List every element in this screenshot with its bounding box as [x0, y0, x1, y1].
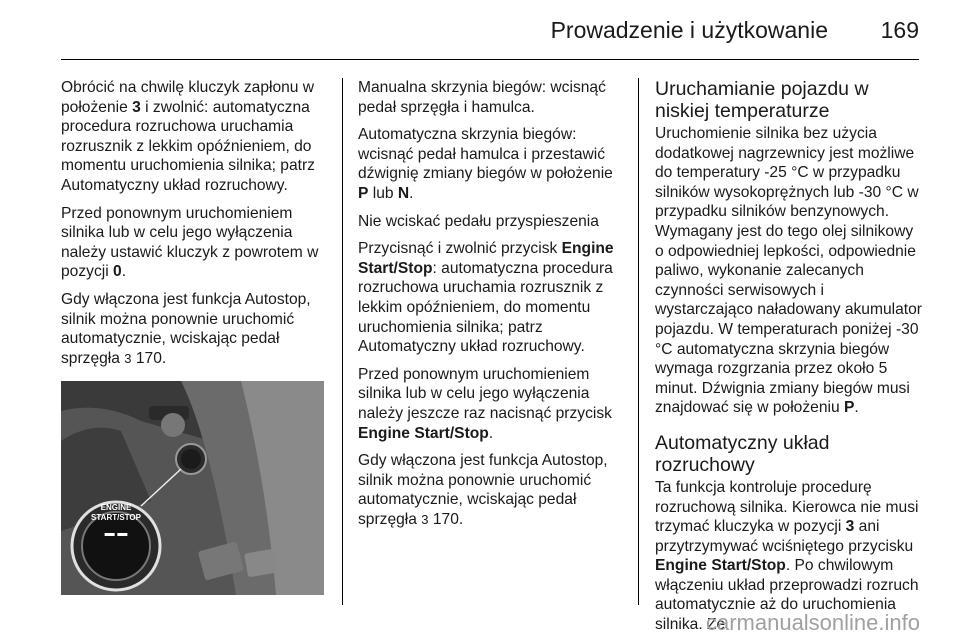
paragraph: Przed ponownym uruchomieniem silnika lub w celu jego wyłączenia należy jeszcze raz nacisnąć przycisk Engine Start/Stop.: [358, 365, 612, 442]
dashboard-illustration: [61, 381, 324, 595]
page-ref-icon: 3: [124, 350, 132, 366]
button-label-line1: ENGINE: [100, 503, 132, 512]
paragraph: Gdy włączona jest funkcja Autostop, silnik można ponownie uruchomić automatycznie, wciskając pedał sprzęgła 3 170.: [358, 452, 608, 528]
section-heading: Uruchamianie pojazdu w niskiej temperaturze: [655, 78, 869, 122]
header-rule: [61, 59, 919, 60]
paragraph: Przed ponownym uruchomieniem silnika lub w celu jego wyłączenia należy ustawić kluczyk z powrotem w pozycji 0.: [61, 204, 319, 281]
watermark: carmanualsonline.info: [705, 610, 920, 635]
paragraph: Obrócić na chwilę kluczyk zapłonu w położenie 3 i zwolnić: automatyczna procedura rozruchowa uruchamia rozrusznik z lekkim opóźnieniem, do momentu uruchomienia silnika; patrz Automatyczny układ rozruchowy.: [61, 79, 315, 194]
paragraph: Uruchomienie silnika bez użycia dodatkowej nagrzewnicy jest możliwe do temperatury -25 °C w przypadku silników wysokoprężnych lub -30 °C w przypadku silników benzynowych. Wymagany jest do tego olej silnikowy o odpowiedniej lepkości, odpowiednie paliwo, wykonanie zalecanych czynności serwisowych i wystarczająco naładowany akumulator pojazdu. W temperaturach poniżej -30 °C automatyczna skrzynia biegów wymaga rozgrzania przez około 5 minut. Dźwignia zmiany biegów musi znajdować się w położeniu P.: [655, 125, 922, 417]
header-title: Prowadzenie i użytkowanie: [550, 17, 828, 43]
indicator-lights: ▬ ▬: [104, 528, 128, 539]
column-middle: [358, 78, 622, 537]
column-left: [61, 78, 329, 428]
paragraph: Ta funkcja kontroluje procedurę rozruchową silnika. Kierowca nie musi trzymać kluczyka w pozycji 3 ani przytrzymywać wciśniętego przycisku Engine Start/Stop. Po chwilowym włączeniu układ przeprowadzi rozruch automatycznie aż do uruchomienia silnika. Ze: [655, 478, 919, 634]
paragraph: Przycisnąć i zwolnić przycisk Engine Start/Stop: automatyczna procedura rozruchowa uruchamia rozrusznik z lekkim opóźnieniem, do momentu uruchomienia silnika; patrz Automatyczny układ rozruchowy.: [358, 240, 614, 356]
paragraph: Manualna skrzynia biegów: wcisnąć pedał sprzęgła i hamulca.: [358, 79, 606, 116]
page-ref-icon: 3: [421, 511, 429, 527]
column-divider: [638, 78, 639, 605]
column-divider: [342, 78, 343, 605]
page-number: 169: [880, 17, 919, 43]
column-right: [655, 78, 923, 643]
engine-start-button-photo: [61, 381, 324, 595]
paragraph: Automatyczna skrzynia biegów: wcisnąć pedał hamulca i przestawić dźwignię zmiany biegów w położenie P lub N.: [358, 126, 613, 202]
button-label-line2: START/STOP: [91, 513, 141, 522]
section-heading: Automatyczny układ rozruchowy: [655, 431, 830, 476]
paragraph: Gdy włączona jest funkcja Autostop, silnik można ponownie uruchomić automatycznie, wciskając pedał sprzęgła 3 170.: [61, 290, 311, 367]
engine-start-stop-button: [82, 503, 150, 539]
paragraph: Nie wciskać pedału przyspieszenia: [358, 212, 599, 230]
